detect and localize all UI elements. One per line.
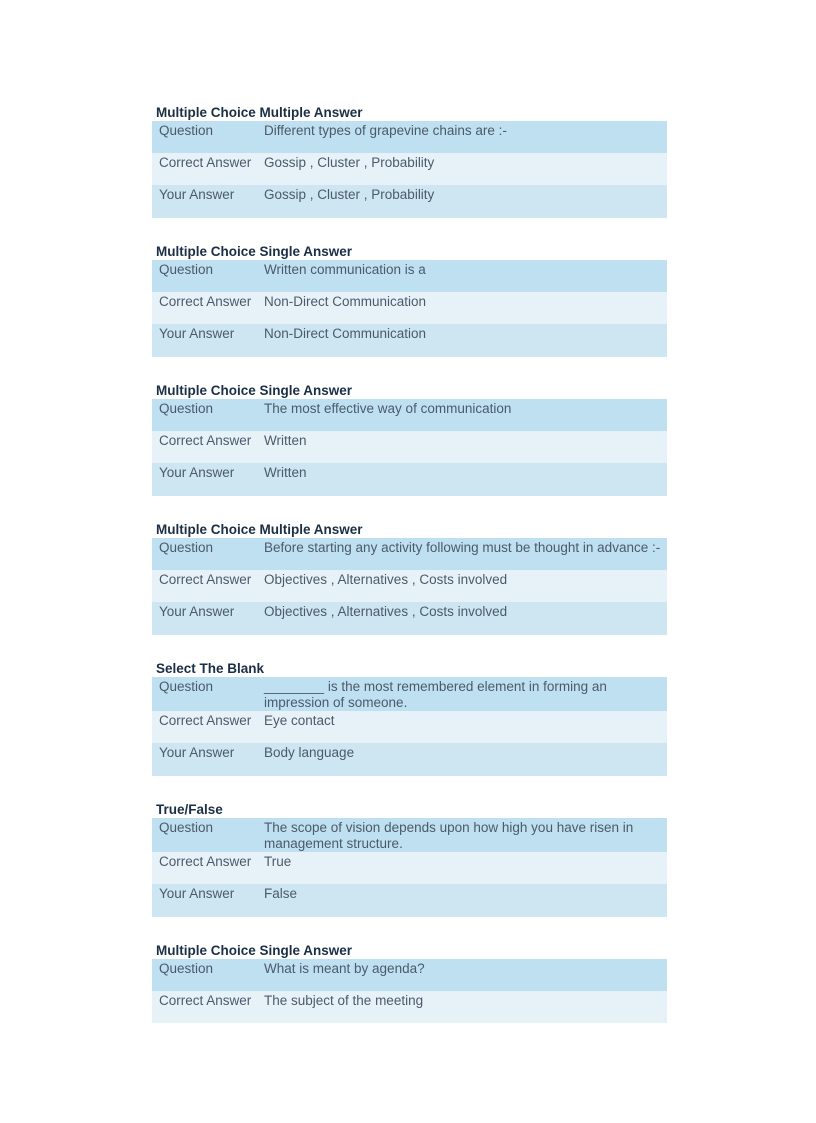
your-answer-row — [152, 463, 667, 496]
question-table — [152, 121, 667, 218]
your-answer-text: Objectives , Alternatives , Costs involved — [257, 602, 667, 635]
question-text: The most effective way of communication — [257, 399, 667, 431]
your-answer-text: Gossip , Cluster , Probability — [257, 185, 667, 218]
your-answer-label: Your Answer — [152, 884, 257, 917]
question-label: Question — [152, 538, 257, 570]
question-block — [152, 104, 667, 218]
question-text: The scope of vision depends upon how high you have risen in management structure. — [257, 818, 667, 852]
correct-answer-label: Correct Answer — [152, 991, 257, 1023]
question-type: Multiple Choice Single Answer — [156, 244, 353, 259]
correct-answer-row — [152, 991, 667, 1023]
correct-answer-label: Correct Answer — [152, 711, 257, 743]
question-block — [152, 382, 667, 496]
question-table — [152, 260, 667, 357]
question-text: What is meant by agenda? — [257, 959, 667, 991]
quiz-results — [152, 104, 667, 1048]
correct-answer-row — [152, 153, 667, 185]
correct-answer-text: Non-Direct Communication — [257, 292, 667, 324]
question-label: Question — [152, 677, 257, 711]
correct-answer-label: Correct Answer — [152, 570, 257, 602]
question-type: Multiple Choice Single Answer — [156, 943, 353, 958]
correct-answer-label: Correct Answer — [152, 153, 257, 185]
correct-answer-text: The subject of the meeting — [257, 991, 667, 1023]
question-block — [152, 942, 667, 1023]
question-block — [152, 660, 667, 776]
correct-answer-label: Correct Answer — [152, 852, 257, 884]
your-answer-row — [152, 743, 667, 776]
question-label: Question — [152, 959, 257, 991]
question-row — [152, 959, 667, 991]
your-answer-row — [152, 884, 667, 917]
question-text: Different types of grapevine chains are :- — [257, 121, 667, 153]
question-table — [152, 959, 667, 1023]
your-answer-label: Your Answer — [152, 324, 257, 357]
correct-answer-text: Written — [257, 431, 667, 463]
question-row — [152, 399, 667, 431]
correct-answer-text: Eye contact — [257, 711, 667, 743]
question-label: Question — [152, 260, 257, 292]
question-text: ________ is the most remembered element in forming an impression of someone. — [257, 677, 667, 711]
question-type: Multiple Choice Single Answer — [156, 383, 353, 398]
correct-answer-text: True — [257, 852, 667, 884]
question-type: Select The Blank — [156, 661, 265, 676]
correct-answer-text: Gossip , Cluster , Probability — [257, 153, 667, 185]
question-table — [152, 818, 667, 917]
question-table — [152, 677, 667, 776]
your-answer-label: Your Answer — [152, 743, 257, 776]
your-answer-label: Your Answer — [152, 602, 257, 635]
your-answer-text: Written — [257, 463, 667, 496]
question-block — [152, 243, 667, 357]
your-answer-label: Your Answer — [152, 463, 257, 496]
your-answer-text: Non-Direct Communication — [257, 324, 667, 357]
your-answer-row — [152, 324, 667, 357]
question-row — [152, 260, 667, 292]
correct-answer-row — [152, 852, 667, 884]
your-answer-text: Body language — [257, 743, 667, 776]
correct-answer-row — [152, 711, 667, 743]
question-table — [152, 399, 667, 496]
correct-answer-label: Correct Answer — [152, 292, 257, 324]
question-type: True/False — [156, 802, 223, 817]
question-table — [152, 538, 667, 635]
question-text: Written communication is a — [257, 260, 667, 292]
question-row — [152, 818, 667, 852]
your-answer-row — [152, 602, 667, 635]
question-label: Question — [152, 399, 257, 431]
question-row — [152, 538, 667, 570]
correct-answer-row — [152, 292, 667, 324]
question-row — [152, 121, 667, 153]
question-type: Multiple Choice Multiple Answer — [156, 522, 363, 537]
your-answer-row — [152, 185, 667, 218]
question-label: Question — [152, 121, 257, 153]
question-type: Multiple Choice Multiple Answer — [156, 105, 363, 120]
question-block — [152, 521, 667, 635]
question-label: Question — [152, 818, 257, 852]
your-answer-text: False — [257, 884, 667, 917]
question-row — [152, 677, 667, 711]
question-block — [152, 801, 667, 917]
question-text: Before starting any activity following must be thought in advance :- — [257, 538, 667, 570]
your-answer-label: Your Answer — [152, 185, 257, 218]
correct-answer-label: Correct Answer — [152, 431, 257, 463]
correct-answer-text: Objectives , Alternatives , Costs involved — [257, 570, 667, 602]
correct-answer-row — [152, 431, 667, 463]
correct-answer-row — [152, 570, 667, 602]
